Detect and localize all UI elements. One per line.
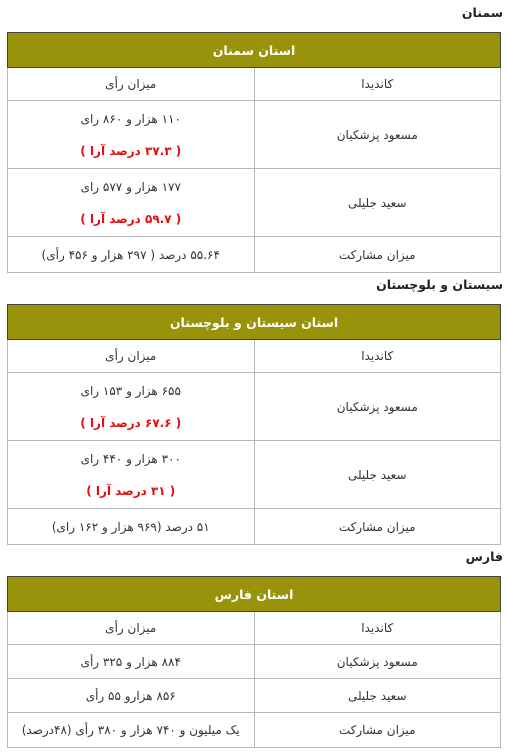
column-header-votes: میزان رأی (8, 340, 255, 373)
vote-cell (8, 373, 255, 441)
candidate-name: سعید جلیلی (254, 169, 501, 237)
table-title-row (8, 305, 501, 340)
column-header-candidate: کاندیدا (254, 340, 501, 373)
turnout-row (8, 237, 501, 273)
table-row (8, 441, 501, 509)
vote-count: ۱۱۰ هزار و ۸۶۰ رای (80, 111, 181, 126)
province-title: استان سمنان (8, 33, 501, 68)
table-title-row (8, 33, 501, 68)
column-header-votes: میزان رأی (8, 612, 255, 645)
turnout-label: میزان مشارکت (254, 237, 501, 273)
table-row (8, 679, 501, 713)
table-title-row (8, 577, 501, 612)
section-heading-semnan: سمنان (461, 5, 503, 20)
results-table-sistan-baluchestan (7, 304, 501, 545)
turnout-value: یک میلیون و ۷۴۰ هزار و ۳۸۰ رأی (۴۸درصد) (8, 713, 255, 748)
table-row (8, 101, 501, 169)
turnout-label: میزان مشارکت (254, 713, 501, 748)
vote-percent: ( ۳۷.۳ درصد آرا ) (80, 143, 182, 158)
vote-count: ۸۸۴ هزار و ۳۲۵ رأی (8, 645, 255, 679)
vote-count: ۳۰۰ هزار و ۴۴۰ رای (80, 451, 181, 466)
vote-percent: ( ۳۱ درصد آرا ) (86, 483, 176, 498)
vote-cell (8, 101, 255, 169)
vote-cell (8, 169, 255, 237)
column-header-row (8, 340, 501, 373)
province-title: استان فارس (8, 577, 501, 612)
column-header-row (8, 612, 501, 645)
table-row (8, 373, 501, 441)
table-row (8, 169, 501, 237)
turnout-value: ۵۱ درصد (۹۶۹ هزار و ۱۶۲ رای) (8, 509, 255, 545)
candidate-name: سعید جلیلی (254, 441, 501, 509)
turnout-row (8, 713, 501, 748)
turnout-row (8, 509, 501, 545)
vote-count: ۶۵۵ هزار و ۱۵۳ رای (80, 383, 181, 398)
results-table-semnan (7, 32, 501, 273)
column-header-votes: میزان رأی (8, 68, 255, 101)
candidate-name: مسعود پزشکیان (254, 373, 501, 441)
vote-cell (8, 441, 255, 509)
candidate-name: مسعود پزشکیان (254, 101, 501, 169)
vote-count: ۸۵۶ هزارو ۵۵ رأی (8, 679, 255, 713)
vote-count: ۱۷۷ هزار و ۵۷۷ رای (80, 179, 181, 194)
province-title: استان سیستان و بلوچستان (8, 305, 501, 340)
turnout-label: میزان مشارکت (254, 509, 501, 545)
column-header-candidate: کاندیدا (254, 68, 501, 101)
column-header-candidate: کاندیدا (254, 612, 501, 645)
column-header-row (8, 68, 501, 101)
table-row (8, 645, 501, 679)
turnout-value: ۵۵.۶۴ درصد ( ۲۹۷ هزار و ۴۵۶ رأی) (8, 237, 255, 273)
candidate-name: سعید جلیلی (254, 679, 501, 713)
candidate-name: مسعود پزشکیان (254, 645, 501, 679)
section-heading-sistan-baluchestan: سیستان و بلوچستان (376, 277, 503, 292)
section-heading-fars: فارس (465, 549, 503, 564)
results-table-fars (7, 576, 501, 748)
vote-percent: ( ۶۷.۶ درصد آرا ) (80, 415, 182, 430)
vote-percent: ( ۵۹.۷ درصد آرا ) (80, 211, 182, 226)
